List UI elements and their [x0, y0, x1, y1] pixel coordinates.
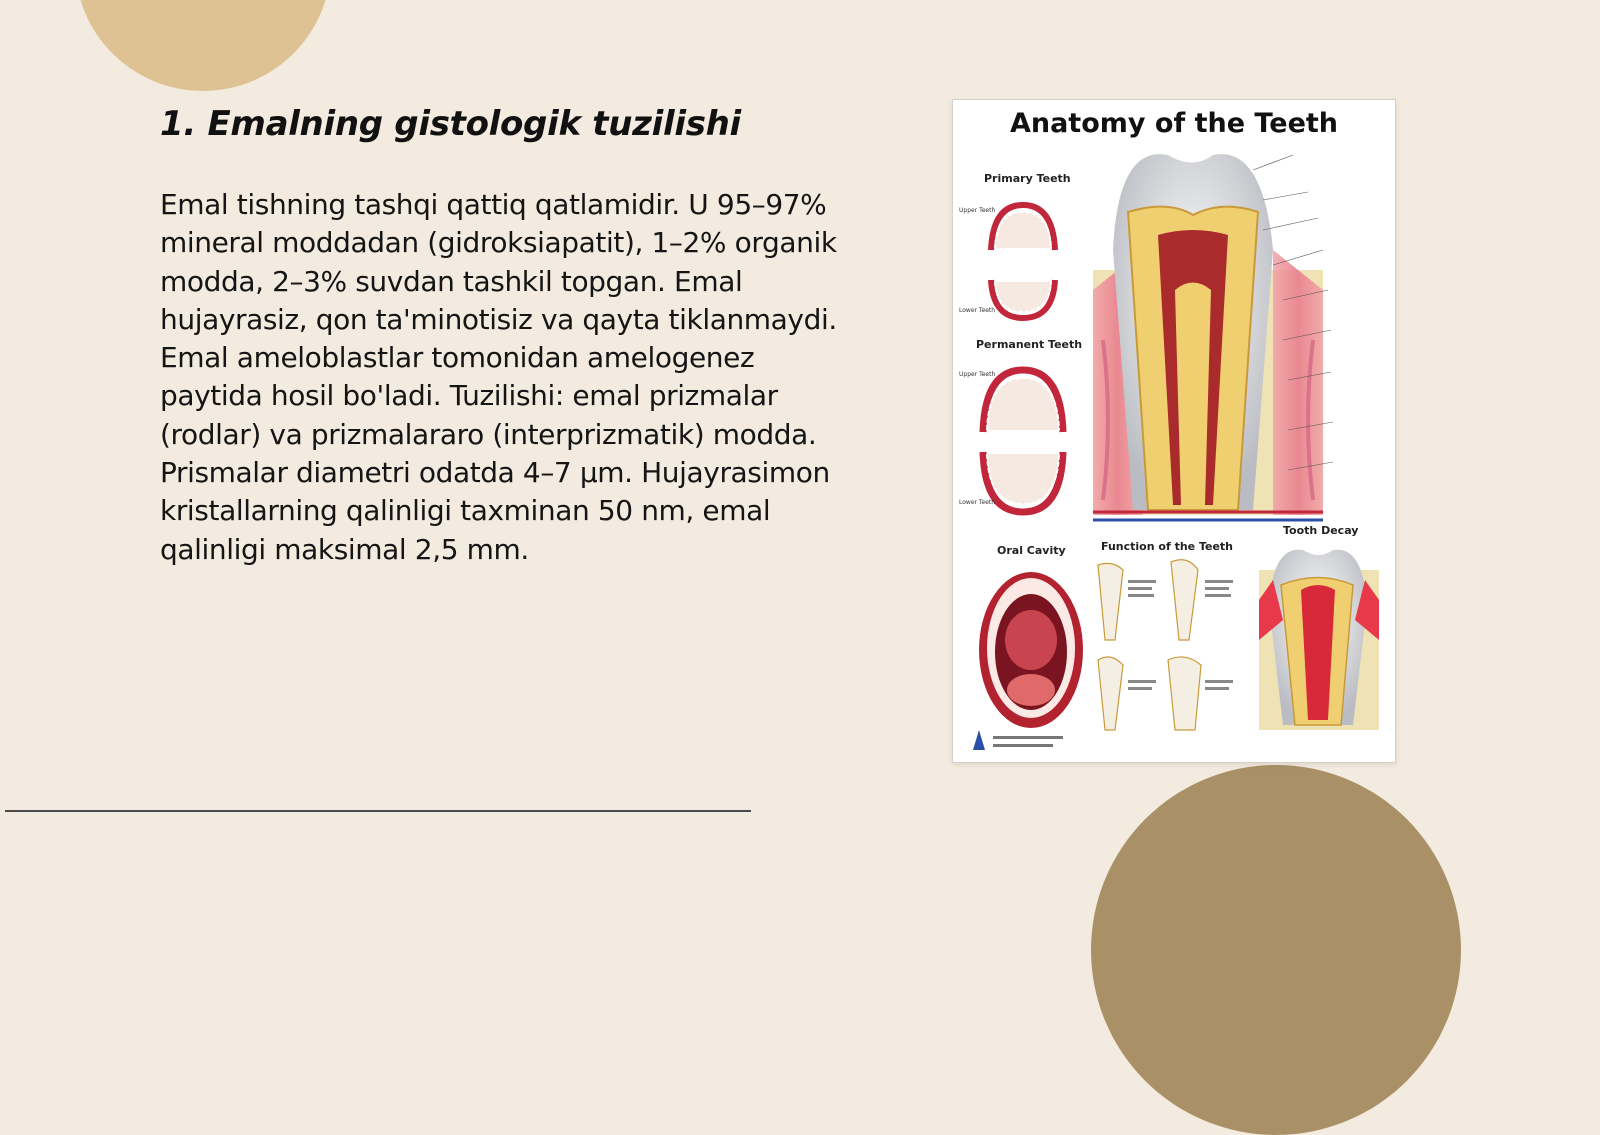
oral-cavity-illustration	[979, 572, 1083, 728]
slide-title: 1. Emalning gistologik tuzilishi	[160, 104, 741, 144]
permanent-upper-arch	[983, 370, 1063, 432]
slide-body-text: Emal tishning tashqi qattiq qatlamidir. U 95–97% mineral moddadan (gidroksiapatit), 1–2% organik modda, 2–3% suvdan tashkil topgan. Emal hujayrasiz, qon ta'minotisiz va qayta tiklanmaydi. Emal ameloblastlar tomonidan amelogenez paytida hosil bo'ladi. Tuzilishi: emal prizmalar (rodlar) va prizmalararo (interprizmatik) modda. Prismalar diametri odatda 4–7 μm. Hujayrasimon kristallarning qalinligi taxminan 50 nm, emal qalinligi maksimal 2,5 mm.	[160, 188, 837, 566]
divider-line	[5, 810, 751, 812]
publisher-logo-icon	[973, 730, 1063, 750]
primary-upper-arch	[991, 205, 1055, 250]
primary-lower-arch	[991, 280, 1055, 318]
tooth-cross-section	[1093, 154, 1323, 520]
lower-teeth-label-2: Lower Teeth	[959, 499, 996, 506]
permanent-teeth-label: Permanent Teeth	[976, 338, 1083, 351]
poster-title: Anatomy of the Teeth	[1009, 108, 1339, 139]
poster-illustration	[953, 100, 1395, 762]
tooth-decay-illustration	[1259, 550, 1379, 730]
function-teeth-illustrations	[1098, 560, 1201, 730]
teeth-anatomy-poster	[953, 100, 1395, 762]
decorative-circle-top	[75, 0, 331, 91]
function-teeth-label: Function of the Teeth	[1101, 540, 1233, 553]
primary-teeth-label: Primary Teeth	[984, 172, 1071, 185]
decorative-circle-bottom	[1091, 765, 1461, 1135]
upper-teeth-label: Upper Teeth	[959, 207, 996, 214]
lower-teeth-label: Lower Teeth	[959, 307, 996, 314]
upper-teeth-label-2: Upper Teeth	[959, 371, 996, 378]
tooth-decay-label: Tooth Decay	[1283, 524, 1359, 537]
oral-cavity-label: Oral Cavity	[997, 544, 1066, 557]
